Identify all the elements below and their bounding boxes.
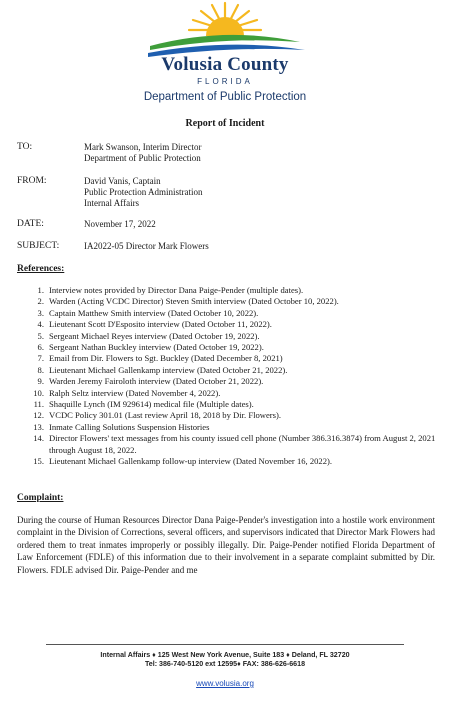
sun-icon — [189, 3, 261, 36]
list-item: 11. Shaquille Lynch (IM 929614) medical file (Multiple dates). — [33, 399, 254, 410]
complaint-paragraph: During the course of Human Resources Director Dana Paige-Pender's investigation into a hostile work environment complaint in the Division of Corrections, several officers, and supervisors indicated that Director Mark Flowers had ordered them to treat inmates improperly or possibly illegally. Dir. Paige-Pender notified Florida Department of Law Enforcement (FDLE) of this information due to their involvement in a separate complaint submitted by Dir. Flowers. FDLE advised Dir. Paige-Pender and me — [17, 515, 435, 575]
list-item: 1. Interview notes provided by Director Dana Paige-Pender (multiple dates). — [37, 285, 304, 295]
to-recipient — [84, 142, 201, 164]
references-heading: References: — [17, 264, 65, 274]
footer-phone: Tel: 386-740-5120 ext 12595♦ FAX: 386-626-6618 — [144, 660, 306, 668]
list-item: 15. Lieutenant Michael Gallenkamp follow-up interview (Dated November 16, 2022). — [33, 456, 333, 467]
date-label: DATE: — [17, 219, 44, 229]
report-title: Report of Incident — [185, 118, 265, 129]
website-link[interactable]: www.volusia.org — [196, 679, 254, 688]
from-line: Internal Affairs — [84, 198, 140, 208]
complaint-heading: Complaint: — [17, 493, 64, 503]
list-item: 13. Inmate Calling Solutions Suspension Histories — [33, 421, 210, 432]
list-item: 2. Warden (Acting VCDC Director) Steven Smith interview (Dated October 10, 2022). — [37, 296, 339, 307]
to-line: Department of Public Protection — [84, 153, 201, 163]
to-label: TO: — [17, 142, 33, 152]
subject-label: SUBJECT: — [17, 241, 60, 251]
list-item: 6. Sergeant Nathan Buckley interview (Dated October 19, 2022). — [37, 342, 264, 353]
footer-address: Internal Affairs ♦ 125 West New York Avenue, Suite 183 ♦ Deland, FL 32720 — [100, 651, 350, 659]
from-line: Public Protection Administration — [84, 187, 203, 197]
department-name: Department of Public Protection — [143, 91, 307, 103]
footer-divider — [46, 644, 404, 645]
footer-contact — [0, 651, 450, 669]
date-value: November 17, 2022 — [84, 219, 156, 229]
from-line: David Vanis, Captain — [84, 176, 161, 186]
list-item: 3. Captain Matthew Smith interview (Dated October 10, 2022). — [37, 307, 259, 318]
subject-value: IA2022-05 Director Mark Flowers — [84, 241, 209, 251]
org-subtitle: FLORIDA — [197, 77, 253, 86]
list-item: 4. Lieutenant Scott D'Esposito interview (Dated October 11, 2022). — [37, 319, 272, 330]
list-item: 8. Lieutenant Michael Gallenkamp interview (Dated October 21, 2022). — [37, 364, 288, 375]
list-item: 14. Director Flowers' text messages from his county issued cell phone (Number 386.316.3874) from August 2, 2021 through August 18, 2022. — [33, 433, 436, 455]
list-item: 9. Warden Jeremy Fairoloth interview (Dated October 21, 2022). — [37, 376, 264, 387]
list-item: 7. Email from Dir. Flowers to Sgt. Buckley (Dated December 8, 2021) — [37, 353, 283, 364]
list-item: 12. VCDC Policy 301.01 (Last review April 18, 2018 by Dir. Flowers). — [33, 410, 282, 421]
references-list — [32, 285, 437, 468]
from-label: FROM: — [17, 176, 47, 186]
org-name: Volusia County — [161, 54, 289, 75]
list-item: 5. Sergeant Michael Reyes interview (Dated October 19, 2022). — [37, 330, 260, 341]
from-sender — [84, 176, 203, 209]
list-item: 10. Ralph Seltz interview (Dated November 4, 2022). — [33, 387, 221, 398]
to-line: Mark Swanson, Interim Director — [84, 142, 202, 152]
